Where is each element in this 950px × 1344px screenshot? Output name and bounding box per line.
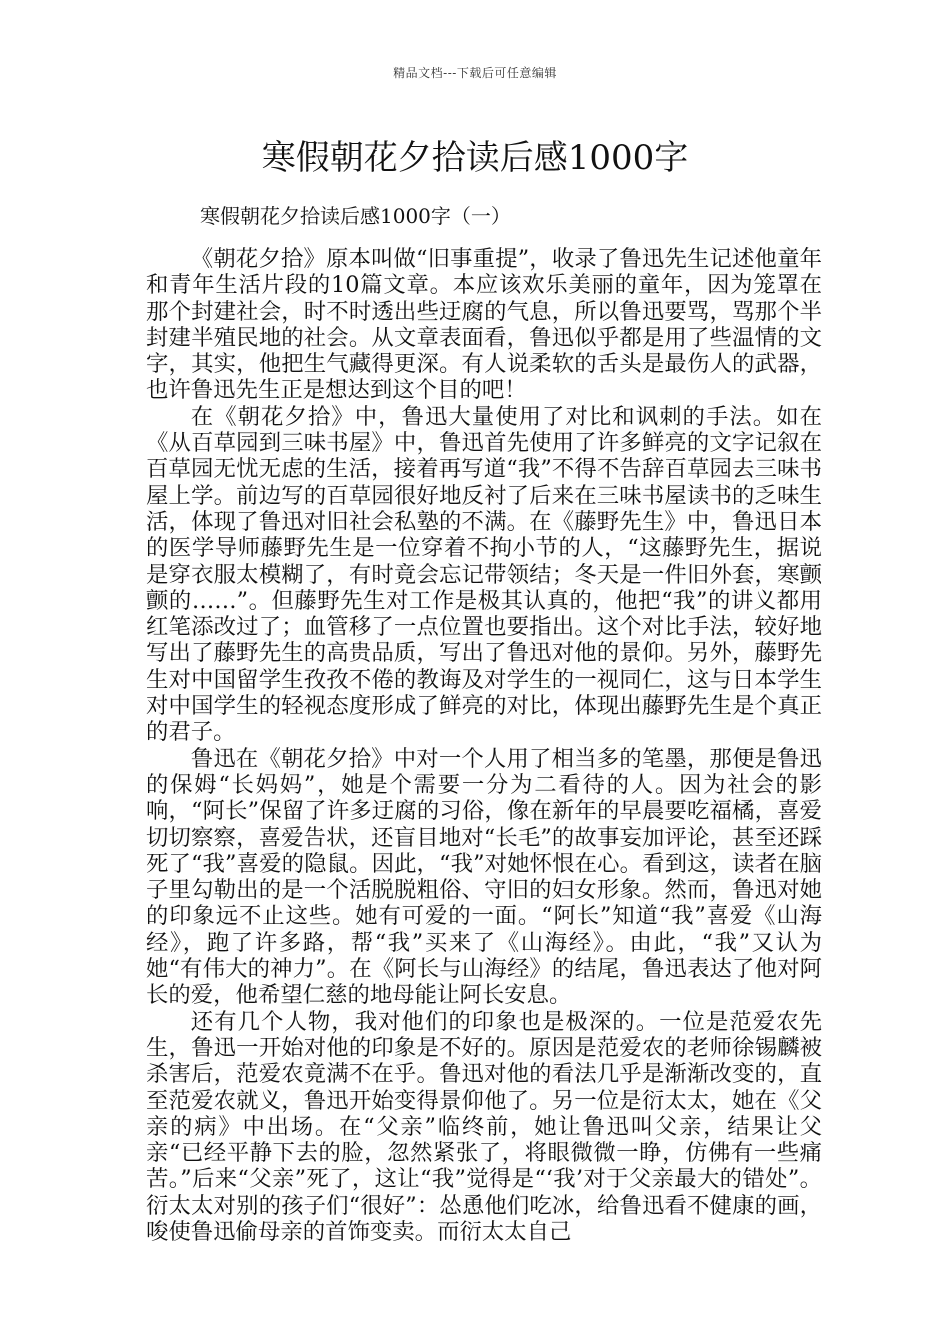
document-subtitle: 寒假朝花夕拾读后感1000字（一） bbox=[200, 204, 511, 228]
header-note: 精品文档---下载后可任意编辑 bbox=[393, 66, 557, 80]
paragraph: 鲁迅在《朝花夕拾》中对一个人用了相当多的笔墨，那便是鲁迅的保姆“长妈妈”，她是个需要一分为二看待的人。因为社会的影响，“阿长”保留了许多迂腐的习俗，像在新年的早晨要吃福橘，喜爱切切察察，喜爱告状，还盲目地对“长毛”的故事妄加评论，甚至还踩死了“我”喜爱的隐鼠。因此，“我”对她怀恨在心。看到这，读者在脑子里勾勒出的是一个活脱脱粗俗、守旧的妇女形象。然而，鲁迅对她的印象远不止这些。她有可爱的一面。“阿长”知道“我”喜爱《山海经》，跑了许多路，帮“我”买来了《山海经》。由此，“我”又认为她“有伟大的神力”。在《阿长与山海经》的结尾，鲁迅表达了他对阿长的爱，他希望仁慈的地母能让阿长安息。 bbox=[146, 745, 822, 1009]
paragraph: 在《朝花夕拾》中，鲁迅大量使用了对比和讽刺的手法。如在《从百草园到三味书屋》中，鲁迅首先使用了许多鲜亮的文字记叙在百草园无忧无虑的生活，接着再写道“我”不得不告辞百草园去三味书屋上学。前边写的百草园很好地反衬了后来在三味书屋读书的乏味生活，体现了鲁迅对旧社会私塾的不满。在《藤野先生》中，鲁迅日本的医学导师藤野先生是一位穿着不拘小节的人，“这藤野先生，据说是穿衣服太模糊了，有时竟会忘记带领结；冬天是一件旧外套，寒颤颤的……”。但藤野先生对工作是极其认真的，他把“我”的讲义都用红笔添改过了；血管移了一点位置也要指出。这个对比手法，较好地写出了藤野先生的高贵品质，写出了鲁迅对他的景仰。另外，藤野先生对中国留学生孜孜不倦的教诲及对学生的一视同仁，这与日本学生对中国学生的轻视态度形成了鲜亮的对比，体现出藤野先生是个真正的君子。 bbox=[146, 403, 822, 746]
document-title: 寒假朝花夕拾读后感1000字 bbox=[261, 138, 689, 178]
paragraph: 还有几个人物，我对他们的印象也是极深的。一位是范爱农先生，鲁迅一开始对他的印象是不好的。原因是范爱农的老师徐锡麟被杀害后，范爱农竟满不在乎。鲁迅对他的看法几乎是渐渐改变的，直至范爱农就义，鲁迅开始变得景仰他了。另一位是衍太太，她在《父亲的病》中出场。在“父亲”临终前，她让鲁迅叫父亲，结果让父亲“已经平静下去的脸，忽然紧张了，将眼微微一睁，仿佛有一些痛苦。”后来“父亲”死了，这让“我”觉得是“‘我’对于父亲最大的错处”。衍太太对别的孩子们“很好”：怂恿他们吃冰，给鲁迅看不健康的画，唆使鲁迅偷母亲的首饰变卖。而衍太太自己 bbox=[146, 1008, 822, 1245]
document-body bbox=[146, 246, 822, 1245]
paragraph: 《朝花夕拾》原本叫做“旧事重提”，收录了鲁迅先生记述他童年和青年生活片段的10篇文章。本应该欢乐美丽的童年，因为笼罩在那个封建社会，时不时透出些迂腐的气息，所以鲁迅要骂，骂那个半封建半殖民地的社会。从文章表面看，鲁迅似乎都是用了些温情的文字，其实，他把生气藏得更深。有人说柔软的舌头是最伤人的武器，也许鲁迅先生正是想达到这个目的吧！ bbox=[146, 246, 822, 404]
